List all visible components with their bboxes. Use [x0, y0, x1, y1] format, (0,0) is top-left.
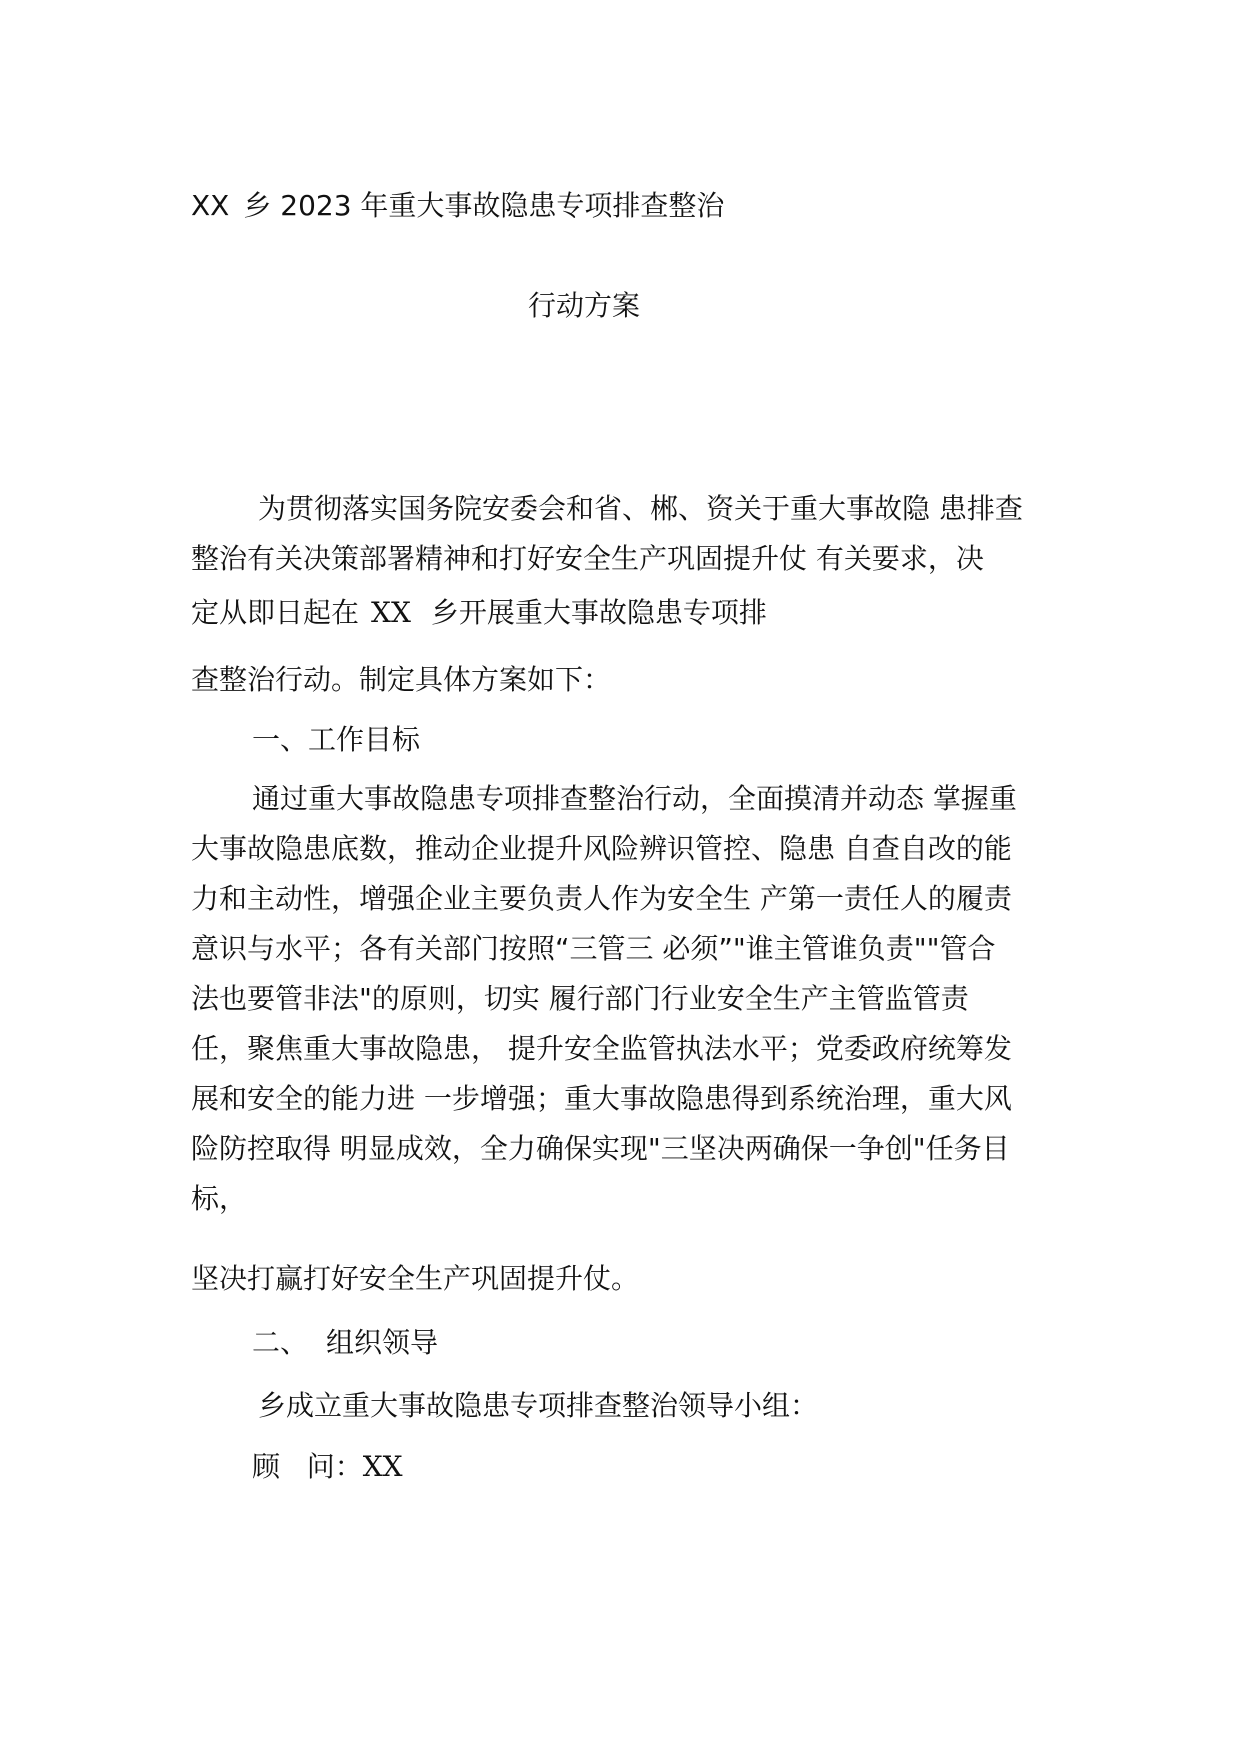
section2-heading-num: 二、: [252, 1326, 309, 1359]
section2-heading: [252, 1323, 438, 1363]
section1-line-1: 通过重大事故隐患专项排查整治行动，全面摸清并动态 掌握重: [252, 782, 1017, 815]
section1-line-8: 险防控取得 明显成效，全力确保实现"三坚决两确保一争创"任务目: [191, 1132, 1010, 1165]
intro-line-4: 查整治行动。制定具体方案如下：: [191, 663, 612, 696]
advisor-line: [252, 1447, 403, 1487]
section1-line-9: 标，: [191, 1182, 248, 1215]
section1-line-6: 任，聚焦重大事故隐患， 提升安全监管执法水平；党委政府统筹发: [191, 1032, 1012, 1065]
section2-heading-text: 组织领导: [326, 1326, 439, 1359]
section1-line-4: 意识与水平；各有关部门按照“三管三 必须”"谁主管谁负责""管合: [191, 932, 996, 965]
section1-line-3: 力和主动性，增强企业主要负责人作为安全生 产第一责任人的履责: [191, 882, 1012, 915]
section2-intro: 乡成立重大事故隐患专项排查整治领导小组：: [258, 1389, 819, 1422]
section1-heading: 一、工作目标: [252, 723, 421, 756]
section1-line-10: 坚决打赢打好安全生产巩固提升仗。: [191, 1262, 640, 1295]
intro-line-3: [191, 593, 767, 633]
advisor-value: XX: [362, 1450, 403, 1483]
document-title-line1: [191, 186, 724, 226]
intro-line-3-part-b: 乡开展重大事故隐患专项排: [430, 596, 767, 629]
advisor-label: 顾 问：: [252, 1450, 363, 1483]
section1-line-7: 展和安全的能力进 一步增强；重大事故隐患得到系统治理，重大风: [191, 1082, 1012, 1115]
intro-line-1: 为贯彻落实国务院安委会和省、郴、资关于重大事故隐 患排查: [258, 492, 1023, 525]
title-main-text: 乡 2023 年重大事故隐患专项排查整治: [243, 189, 725, 222]
title-place-code: XX: [191, 189, 230, 222]
intro-line-3-part-a: 定从即日起在: [191, 596, 360, 629]
intro-place-code: XX: [371, 596, 411, 629]
document-title-line2: 行动方案: [528, 289, 641, 322]
section1-line-5: 法也要管非法"的原则，切实 履行部门行业安全生产主管监管责: [191, 982, 969, 1015]
section1-line-2: 大事故隐患底数，推动企业提升风险辨识管控、隐患 自查自改的能: [191, 832, 1012, 865]
intro-line-2: 整治有关决策部署精神和打好安全生产巩固提升仗 有关要求，决: [191, 542, 984, 575]
